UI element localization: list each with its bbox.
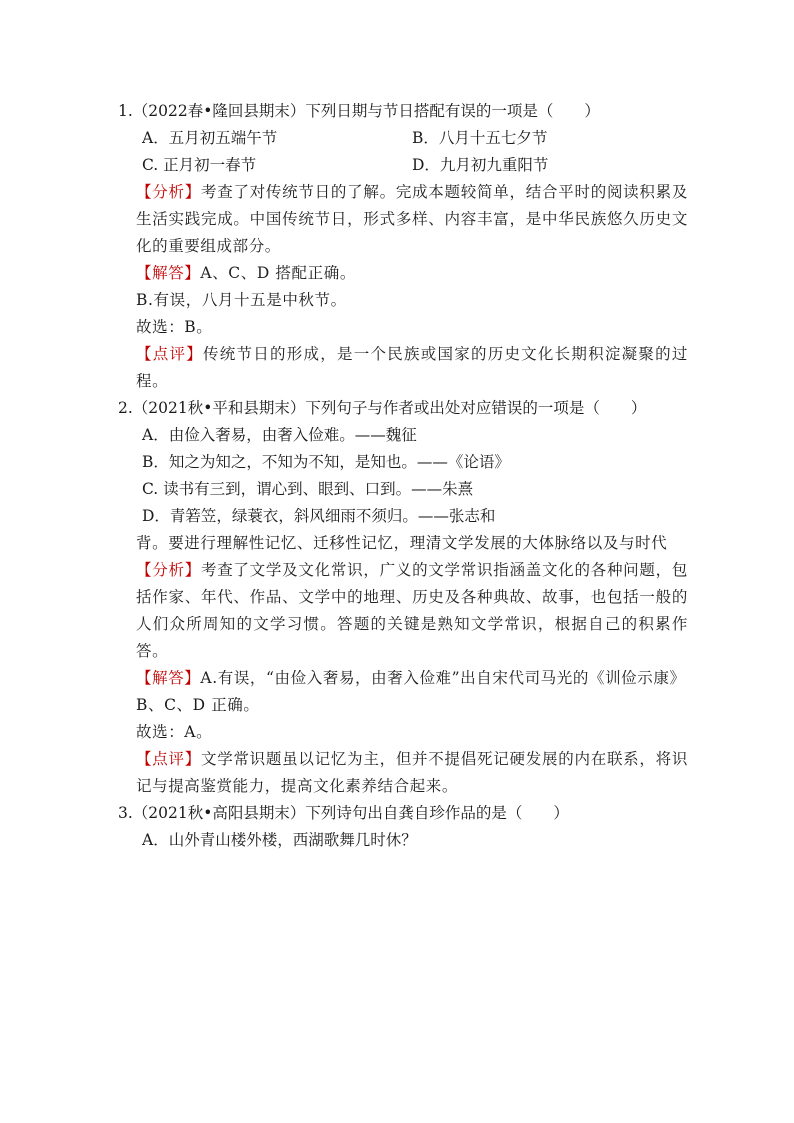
analysis-text: 考查了对传统节日的了解。完成本题较简单，结合平时的阅读积累及生活实践完成。中国传统节日，形式多样、内容丰富，是中华民族悠久历史文化的重要组成部分。 [136,183,688,255]
question-stem: 2.（2021秋•平和县期末）下列句子与作者或出处对应错误的一项是（ ） [118,399,647,417]
option-b: B．知之为知之，不知为不知，是知也。——《论语》 [142,453,510,471]
answer-text: A.有误，“由俭入奢易，由奢入俭难”出自宋代司马光的《训俭示康》 [200,669,686,687]
option-c: C. 读书有三到，谓心到、眼到、口到。——朱熹 [142,480,474,498]
question-stem: 1.（2022春•隆回县期末）下列日期与节日搭配有误的一项是（ ） [118,102,600,120]
question-1 [118,98,688,395]
analysis-text: 考查了文学及文化常识，广义的文学常识指涵盖文化的各种问题，包括作家、年代、作品、文学中的地理、历史及各种典故、故事，也包括一般的人们众所周知的文学习惯。答题的关键是熟知文学常识，根据自己的积累作答。 [136,561,688,660]
option-a: A．山外青山楼外楼，西湖歌舞几时休？ [142,831,417,849]
answer-line: B、C、D 正确。 [136,696,260,714]
answer-tag: 【解答】 [136,669,201,687]
document-content [118,98,688,854]
analysis-block [118,179,688,260]
comment-text: 文学常识题虽以记忆为主，但并不提倡死记硬发展的内在联系，将识记与提高鉴赏能力，提高文化素养结合起来。 [136,750,688,795]
overflow-text-line: 背。要进行理解性记忆、迁移性记忆，理清文学发展的大体脉络以及与时代 [136,534,668,552]
option-a: A．五月初五端午节 [142,129,278,147]
question-3 [118,800,688,854]
option-a: A．由俭入奢易，由奢入俭难。——魏征 [142,426,417,444]
analysis-tag: 【分析】 [136,561,201,579]
comment-block [118,341,688,395]
option-d: D．九月初九重阳节 [412,156,549,174]
answer-tag: 【解答】 [136,264,201,282]
answer-text: A、C、D 搭配正确。 [200,264,356,282]
answer-line: B.有误，八月十五是中秋节。 [136,291,347,309]
comment-tag: 【点评】 [136,750,201,768]
comment-block [118,746,688,800]
answer-block [118,260,688,287]
option-c: C. 正月初一春节 [142,156,257,174]
answer-choice: 故选：B。 [136,318,213,336]
option-d: D．青箬笠，绿蓑衣，斜风细雨不须归。——张志和 [142,507,496,525]
options-row [118,152,688,179]
options-row [118,125,688,152]
analysis-block [118,557,688,665]
question-2 [118,395,688,800]
option-b: B．八月十五七夕节 [412,129,548,147]
question-stem: 3.（2021秋•高阳县期末）下列诗句出自龚自珍作品的是（ ） [118,804,569,822]
comment-tag: 【点评】 [136,345,203,363]
answer-block [118,665,688,692]
answer-choice: 故选：A。 [136,723,213,741]
analysis-tag: 【分析】 [136,183,201,201]
comment-text: 传统节日的形成，是一个民族或国家的历史文化长期积淀凝聚的过程。 [136,345,689,390]
